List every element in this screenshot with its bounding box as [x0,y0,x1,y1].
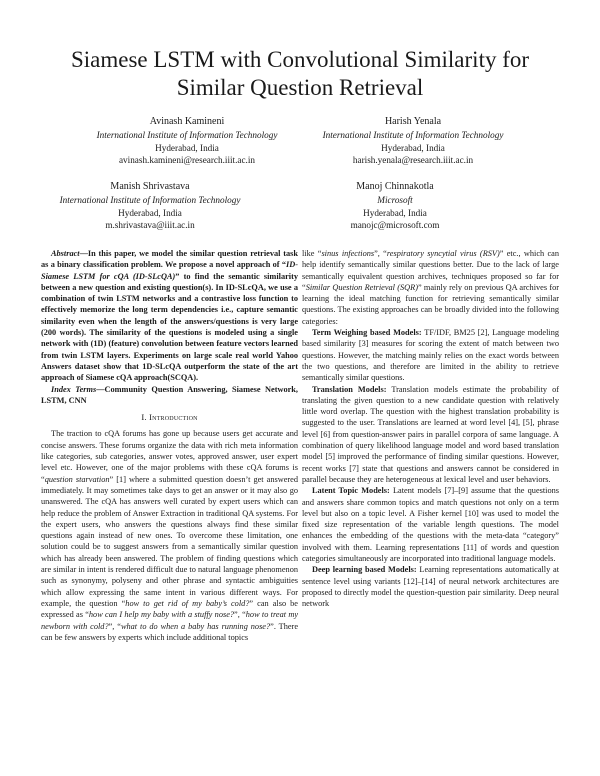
author-location: Hyderabad, India [381,142,445,153]
author-block-4 [300,181,490,232]
term-weighing-paragraph: Term Weighing based Models: TF/IDF, BM25 [2], Language modeling based similarity [3] measures for scoring the extent of match between two questions. However, the matching mainly relies on the exact words between the two questions, and therefore are limited in the ability to retrieve semantically similar questions. [302,328,559,383]
author-location: Hyderabad, India [363,207,427,218]
intro-paragraph: The traction to cQA forums has gone up because users get accurate and concise answers. These forums organize the data with rich meta information like categories, sub categories, answer votes, approved answer, user expert level etc. However, one of the major problems with these cQA forums is “question starvation” [1] where a submitted question doesn’t get answered immediately. It may sometimes take days to get an answer or it may also go unanswered. The cQA has answers well curated by expert users which can help reduce the problem of Answer Extraction in traditional QA systems. For the expert users, who answers the questions always find these similar questions again instead of new ones. To overcome these limitation, one solution could be to suggest answers from a semantically similar question which has already been answered. The problem of finding questions which are similar in intent is rendered difficult due to natural language phenomenon such as synonymy, polyseny and other phrase and syntactic ambiguities which allow expressing the same intent in various different ways. For example, the question “how to get rid of my baby’s cold?” can also be expressed as “how can I help my baby with a stuffy nose?”, “how to treat my newborn with cold?”, “what to do when a baby has running nose?”. There can be few answers by experts which include additional topics [41,429,299,642]
author-email: harish.yenala@research.iiit.ac.in [352,155,474,166]
author-block-1 [92,116,282,167]
author-affiliation: Microsoft [377,194,413,205]
right-column [302,248,559,610]
section-heading-introduction: I. Introduction [141,412,198,423]
author-affiliation: International Institute of Information Technology [322,129,504,140]
paper-title [30,46,570,102]
author-name: Manish Shrivastava [110,181,190,192]
author-name: Manoj Chinnakotla [356,181,434,192]
author-affiliation: International Institute of Information Technology [96,129,278,140]
author-email: avinash.kamineni@research.iiit.ac.in [118,155,255,166]
abstract: Abstract—In this paper, we model the similar question retrieval task as a binary classification problem. We propose a novel approach of “ID-Siamese LSTM for cQA (ID-SLcQA)” to find the semantic similarity between a new question and existing question(s). In ID-SLcQA, we use a combination of twin LSTM networks and a contrastive loss function to effectively memorize the long term dependencies i.e., capture semantic similarity even when the length of the answers/questions is very large (200 words). The similarity of the questions is modeled using a single network with (1D) (feature) convolution between feature vectors learned from twin LSTM layers. Experiments on large scale real world Yahoo Answers dataset show that 1D-SLcQA outperform the state of the art approach of Siamese cQA approach(SCQA). [41,249,298,383]
title-line-2: Similar Question Retrieval [176,75,424,100]
index-terms: Index Terms—Community Question Answering, Siamese Network, LSTM, CNN [41,384,299,405]
author-affiliation: International Institute of Information Technology [59,194,241,205]
deep-learning-paragraph: Deep learning based Models: Learning representations automatically at sentence level using variants [12]–[14] of neural network architectures are proposed to directly model the question-question pair similarity. Deep neural network [302,565,560,609]
author-name: Avinash Kamineni [149,116,225,127]
author-email: manojc@microsoft.com [350,220,440,231]
author-location: Hyderabad, India [155,142,219,153]
continued-paragraph: like “sinus infections”, “respiratory syncytial virus (RSV)” etc., which can help identify semantically similar questions better. Due to the lack of large semantically equivalent question archives, techniques proposed so far for “Similar Question Retrieval (SQR)” mainly rely on previous QA archives for learning the ideal matching function for retrieving semantically similar questions. The existing approaches can be broadly divided into the following categories: [302,249,559,326]
author-email: m.shrivastava@iiit.ac.in [105,220,195,231]
author-block-2 [318,116,508,167]
left-column [41,248,298,643]
title-line-1: Siamese LSTM with Convolutional Similarity for [70,47,530,72]
author-block-3 [55,181,245,232]
author-location: Hyderabad, India [118,207,182,218]
author-name: Harish Yenala [384,116,442,127]
latent-topic-paragraph: Latent Topic Models: Latent models [7]–[9] assume that the questions and answers share common topics and match questions not only on a term level but also on a topic level. A Fisher kernel [10] was used to model the fixed size representation of the variable length questions. The model enhances the embedding of the questions with the meta-data “category” involved with them. Learning representations [11] of words and question categories simultaneously are incorporated into traditional language models. [302,486,559,564]
translation-models-paragraph: Translation Models: Translation models estimate the probability of translating the given question to a new candidate question with relatively little word overlap. The question with the highest translation probability is suggested to the user. Translations are learned at word level [4], [5], phrase level [6] from question-answer pairs in parallel corpora of same language. A combination of query likelihood language model and word based translation model [5] improved the performance of finding similar questions. However, recent works [7] state that questions and answers cannot be considered in parallel because they are heterogeneous at lexical level and user behaviors. [302,384,559,484]
